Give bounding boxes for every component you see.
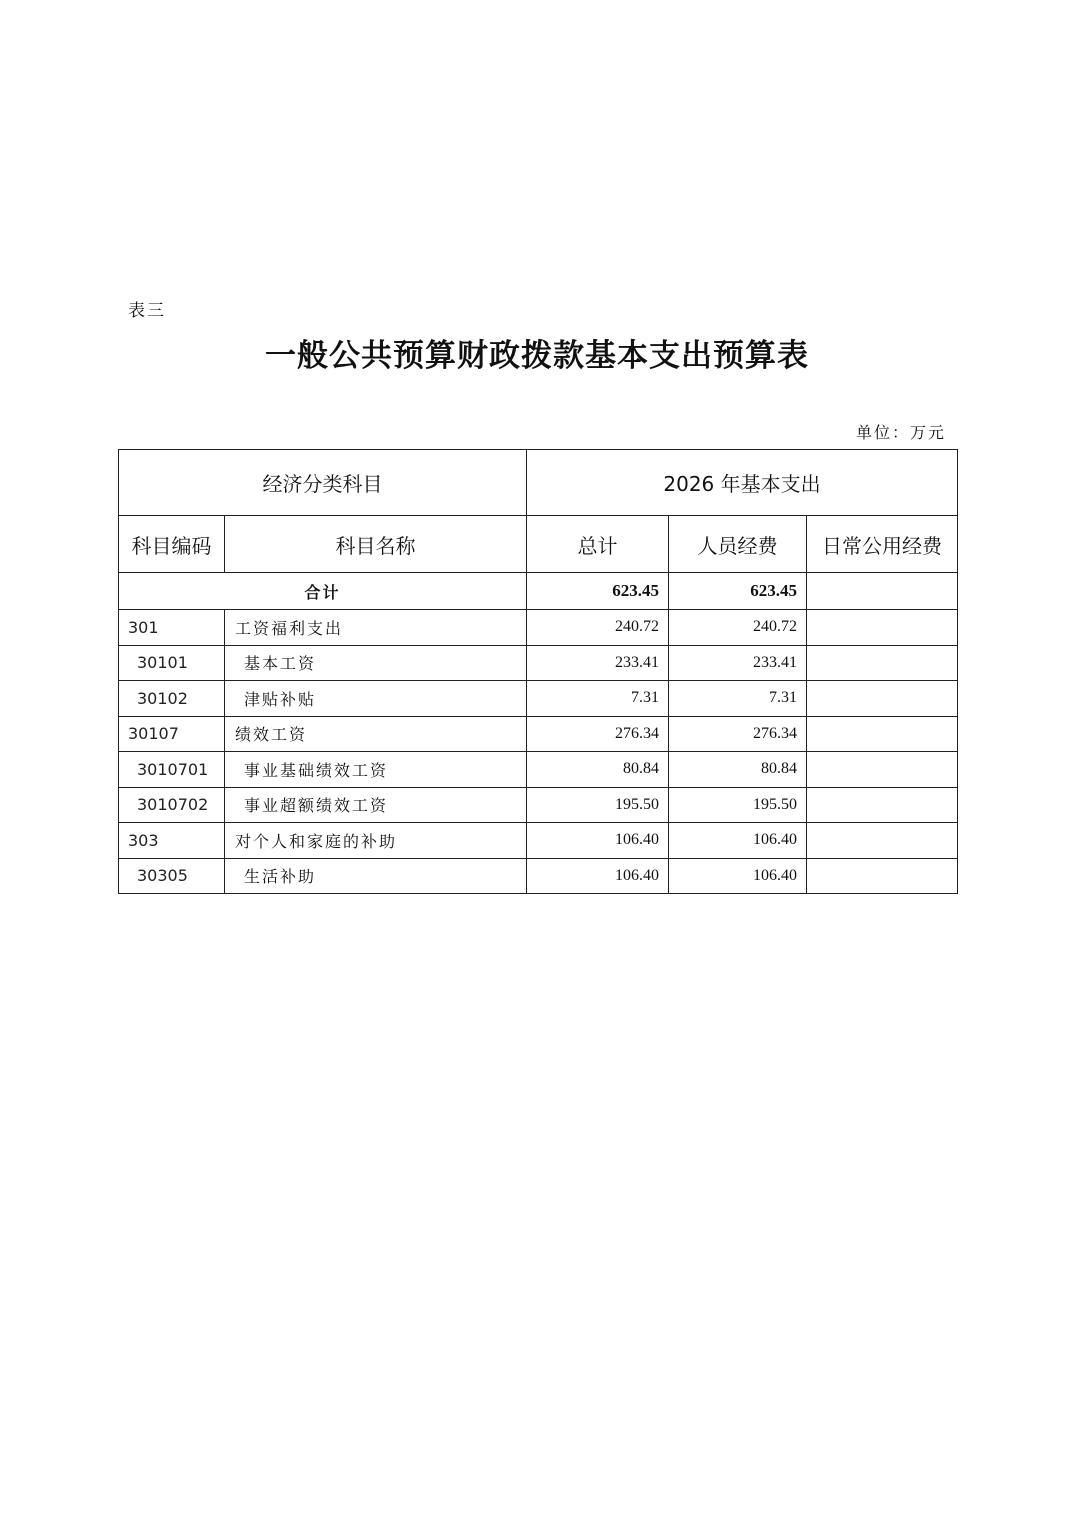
row-total: 80.84 [527,752,669,788]
budget-table [118,449,958,894]
row-code: 30101 [119,645,225,681]
row-personnel: 195.50 [669,787,807,823]
row-name: 对个人和家庭的补助 [225,823,527,859]
row-public [807,716,958,752]
table-row [119,787,958,823]
row-name: 基本工资 [225,645,527,681]
row-code: 303 [119,823,225,859]
row-public [807,752,958,788]
row-code: 30102 [119,681,225,717]
row-name: 事业基础绩效工资 [225,752,527,788]
table-row [119,645,958,681]
row-code: 30107 [119,716,225,752]
row-personnel: 106.40 [669,823,807,859]
row-name: 津贴补贴 [225,681,527,717]
page-title: 一般公共预算财政拨款基本支出预算表 [265,338,809,374]
table-row [119,858,958,894]
table-row [119,610,958,646]
row-code: 3010701 [119,752,225,788]
header-total: 总计 [527,516,669,573]
header-row-group [119,450,958,516]
table-label: 表三 [128,301,166,321]
header-row-columns [119,516,958,573]
total-label: 合计 [119,573,527,610]
total-public [807,573,958,610]
row-public [807,787,958,823]
row-public [807,610,958,646]
row-total: 195.50 [527,787,669,823]
row-name: 工资福利支出 [225,610,527,646]
row-total: 7.31 [527,681,669,717]
row-public [807,823,958,859]
header-public: 日常公用经费 [807,516,958,573]
row-name: 生活补助 [225,858,527,894]
row-name: 事业超额绩效工资 [225,787,527,823]
table-row [119,752,958,788]
row-total: 276.34 [527,716,669,752]
total-row [119,573,958,610]
row-personnel: 240.72 [669,610,807,646]
row-personnel: 276.34 [669,716,807,752]
row-personnel: 80.84 [669,752,807,788]
row-public [807,645,958,681]
row-personnel: 7.31 [669,681,807,717]
table-row [119,823,958,859]
header-economic-category: 经济分类科目 [119,450,527,516]
total-total: 623.45 [527,573,669,610]
table-row [119,716,958,752]
row-total: 240.72 [527,610,669,646]
total-personnel: 623.45 [669,573,807,610]
table-row [119,681,958,717]
row-total: 233.41 [527,645,669,681]
row-name: 绩效工资 [225,716,527,752]
header-code: 科目编码 [119,516,225,573]
row-personnel: 106.40 [669,858,807,894]
row-total: 106.40 [527,823,669,859]
header-personnel: 人员经费 [669,516,807,573]
row-code: 30305 [119,858,225,894]
row-total: 106.40 [527,858,669,894]
row-personnel: 233.41 [669,645,807,681]
row-code: 3010702 [119,787,225,823]
row-public [807,858,958,894]
unit-label: 单位：万元 [855,423,946,442]
row-public [807,681,958,717]
row-code: 301 [119,610,225,646]
header-name: 科目名称 [225,516,527,573]
header-basic-expenditure: 2026 年基本支出 [527,450,958,516]
